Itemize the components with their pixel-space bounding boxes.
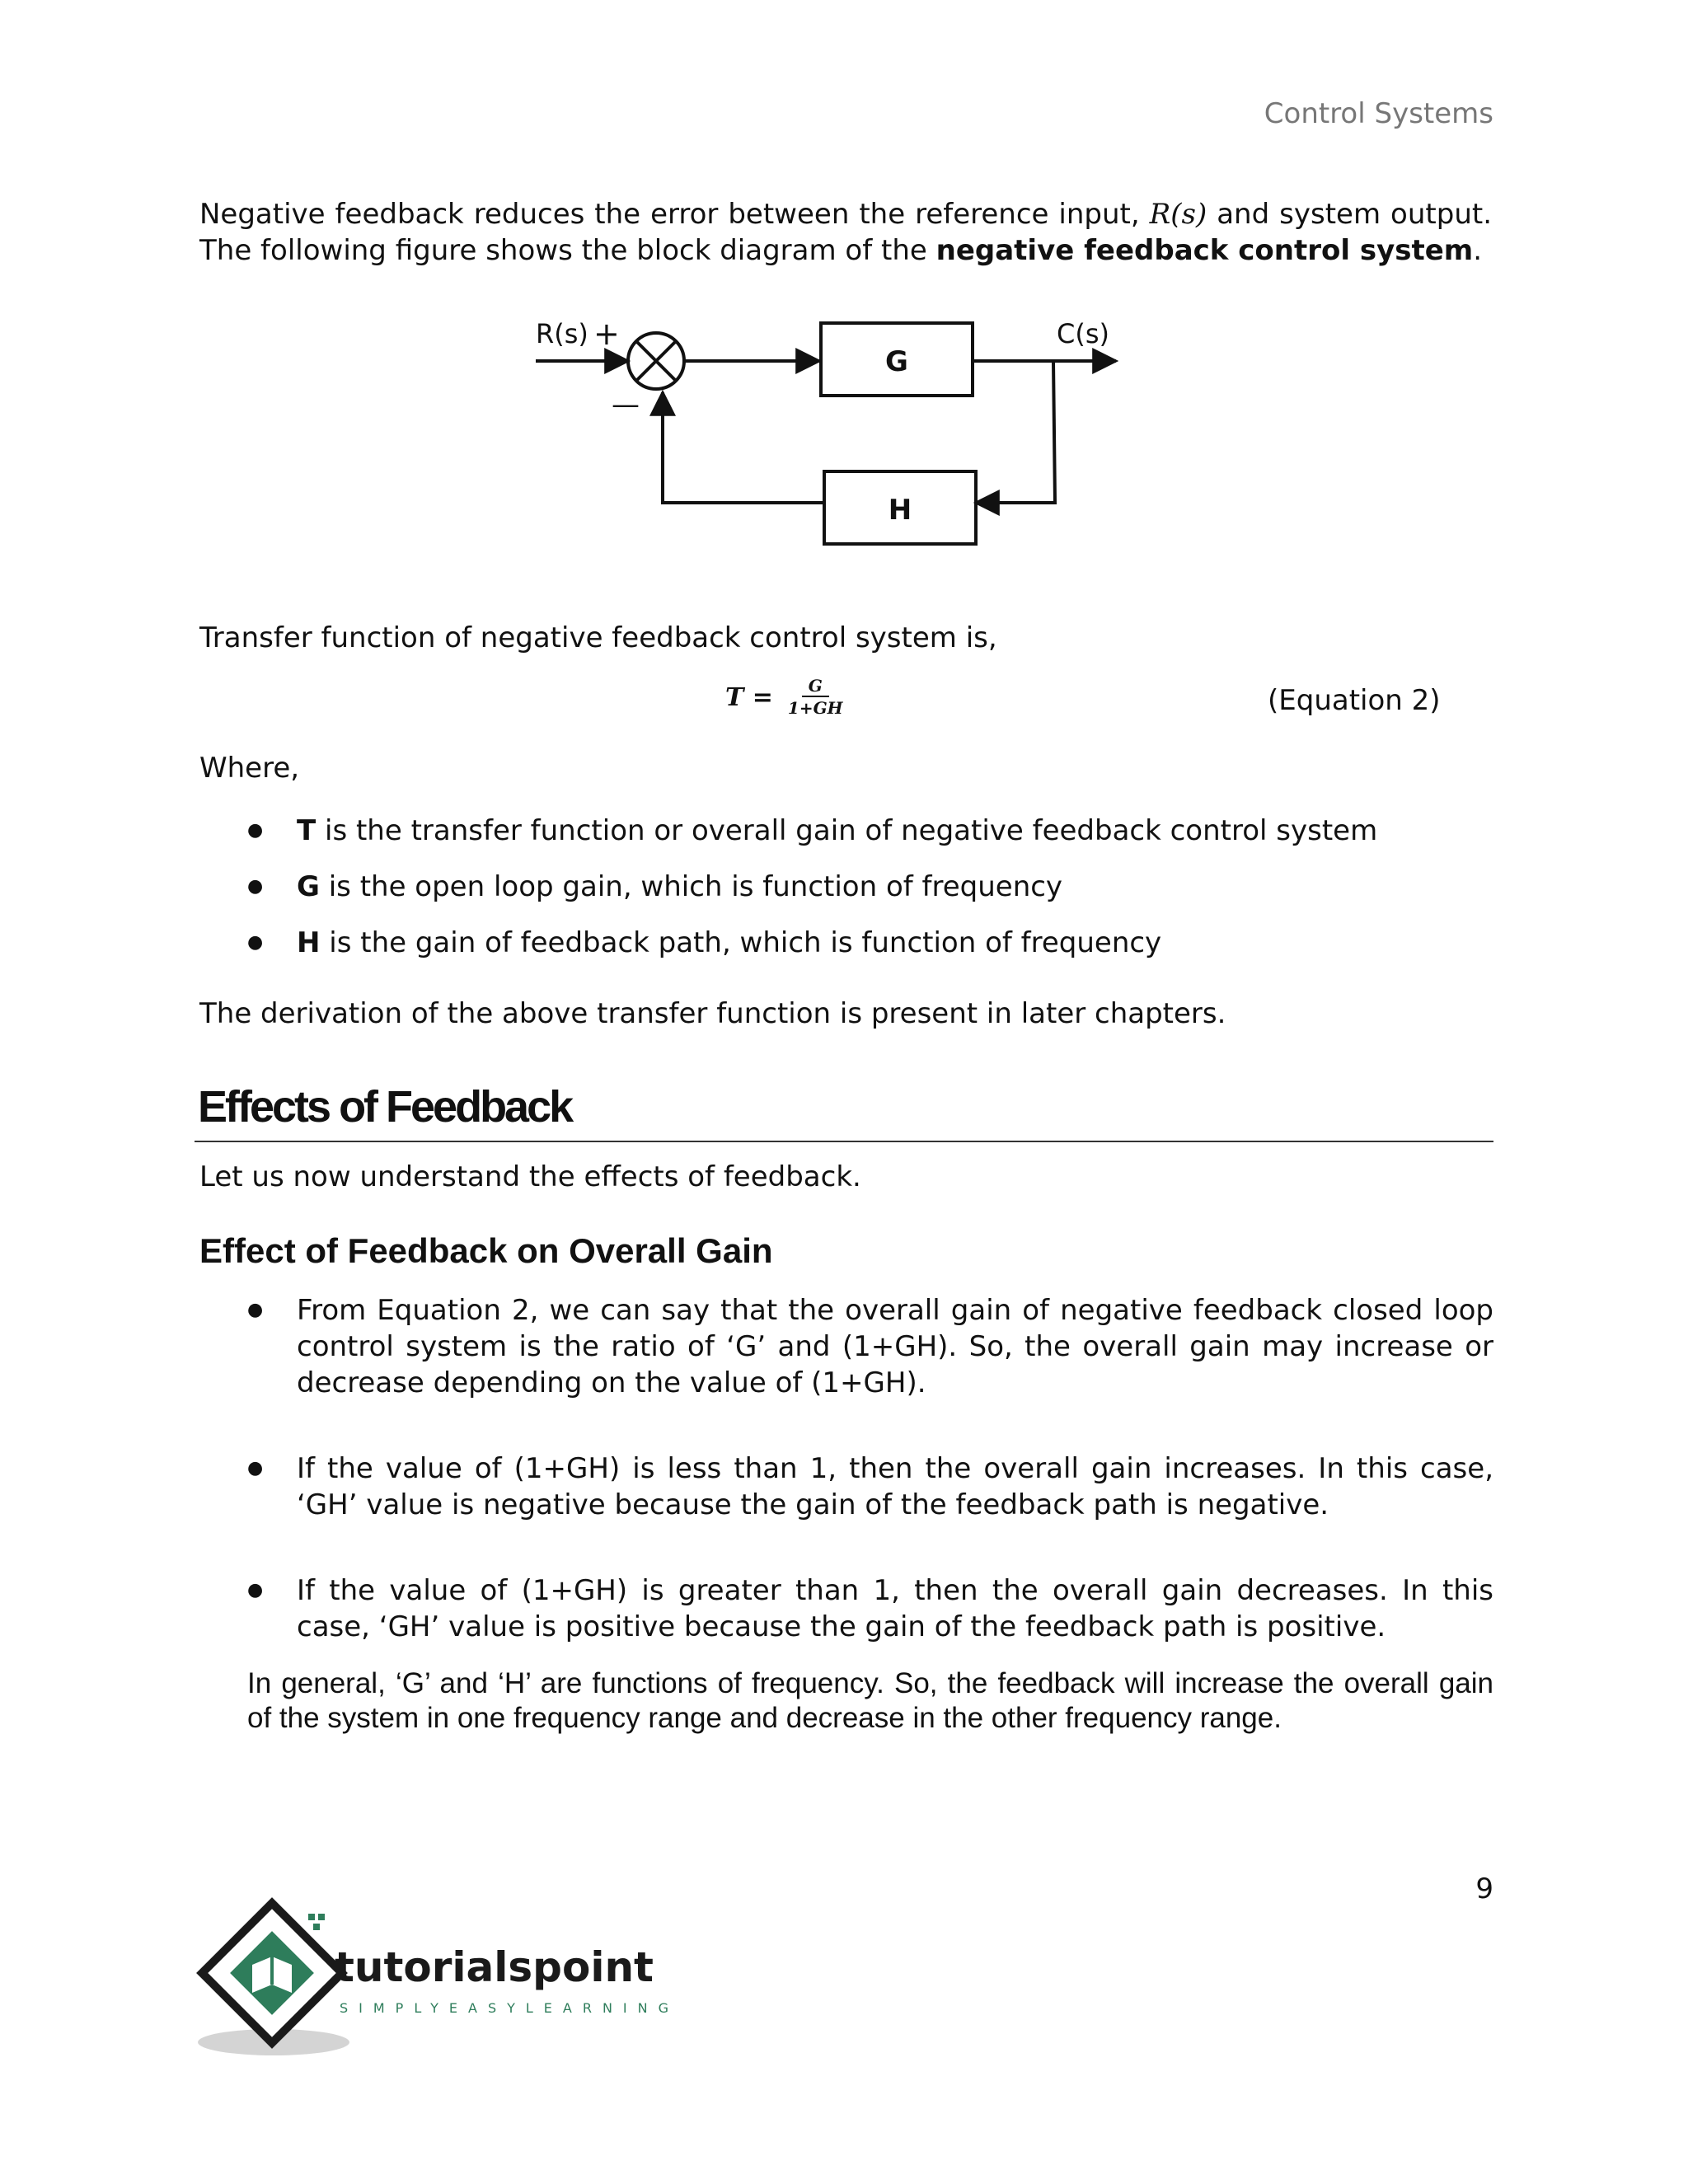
equation-denominator: 1+GH xyxy=(787,698,843,718)
definition-term: T xyxy=(297,814,316,847)
gain-effect-item: ● If the value of (1+GH) is less than 1, then the overall gain increases. In this case, ‘GH’ value is negative because the gain of the feedback path is negative. xyxy=(241,1451,1493,1523)
section-divider xyxy=(195,1141,1493,1142)
definition-term: G xyxy=(297,870,320,903)
section-heading: Effects of Feedback xyxy=(198,1082,572,1132)
subsection-heading: Effect of Feedback on Overall Gain xyxy=(199,1231,773,1270)
feedback-takeoff-arrow xyxy=(976,361,1055,503)
tutorialspoint-logo xyxy=(193,1896,687,2060)
intro-period: . xyxy=(1473,234,1483,267)
equation-label: (Equation 2) xyxy=(1268,684,1441,717)
gain-effect-item: ● If the value of (1+GH) is greater than 1, then the overall gain decreases. In this case, ‘GH’ value is positive because the gain of the feedback path is positive. xyxy=(241,1572,1493,1645)
transfer-equation xyxy=(725,676,846,719)
definition-text: is the gain of feedback path, which is function of frequency xyxy=(320,926,1162,959)
intro-paragraph xyxy=(199,196,1492,269)
logo-tagline: SIMPLYEASYLEARNING xyxy=(340,2000,680,2016)
definition-item xyxy=(241,925,1493,961)
definition-text: is the transfer function or overall gain of negative feedback control system xyxy=(316,814,1378,847)
where-label: Where, xyxy=(199,752,300,785)
definition-text: is the open loop gain, which is function of frequency xyxy=(319,870,1063,903)
block-diagram xyxy=(519,313,1146,560)
definition-item xyxy=(241,813,1493,849)
gain-effects-list xyxy=(241,1292,1493,1645)
forward-block-label: G xyxy=(885,345,908,378)
feedback-return-arrow xyxy=(663,392,824,503)
intro-text-cont: and system output. The following figure shows the block diagram of the xyxy=(199,198,1492,267)
plus-sign: + xyxy=(593,316,620,352)
logo-wordmark: tutorialspoint xyxy=(335,1943,654,1991)
input-label: R(s) xyxy=(536,318,588,349)
conclusion-paragraph: In general, ‘G’ and ‘H’ are functions of frequency. So, the feedback will increase the overall gain of the system in one frequency range and decrease in the other frequency range. xyxy=(247,1667,1493,1734)
minus-sign: — xyxy=(612,388,640,421)
intro-text: Negative feedback reduces the error between the reference input, xyxy=(199,198,1150,231)
equation-lhs: T = xyxy=(725,682,773,712)
derivation-note: The derivation of the above transfer function is present in later chapters. xyxy=(199,997,1226,1030)
running-header: Control Systems xyxy=(1264,97,1493,130)
section-intro: Let us now understand the effects of feedback. xyxy=(199,1160,861,1193)
page-number: 9 xyxy=(1475,1872,1493,1905)
feedback-block-label: H xyxy=(888,494,912,527)
transfer-intro: Transfer function of negative feedback control system is, xyxy=(199,621,997,654)
equation-fraction xyxy=(785,676,846,719)
definition-term: H xyxy=(297,926,321,959)
reference-input-math: R(s) xyxy=(1149,198,1207,231)
output-label: C(s) xyxy=(1057,318,1109,349)
gain-effect-item: ● From Equation 2, we can say that the overall gain of negative feedback closed loop control system is the ratio of ‘G’ and (1+GH). So, the overall gain may increase or decrease depending on the value of (1+GH). xyxy=(241,1292,1493,1401)
intro-bold-term: negative feedback control system xyxy=(935,234,1474,267)
definition-item xyxy=(241,869,1493,905)
definition-list xyxy=(241,813,1493,961)
equation-numerator: G xyxy=(802,676,829,697)
